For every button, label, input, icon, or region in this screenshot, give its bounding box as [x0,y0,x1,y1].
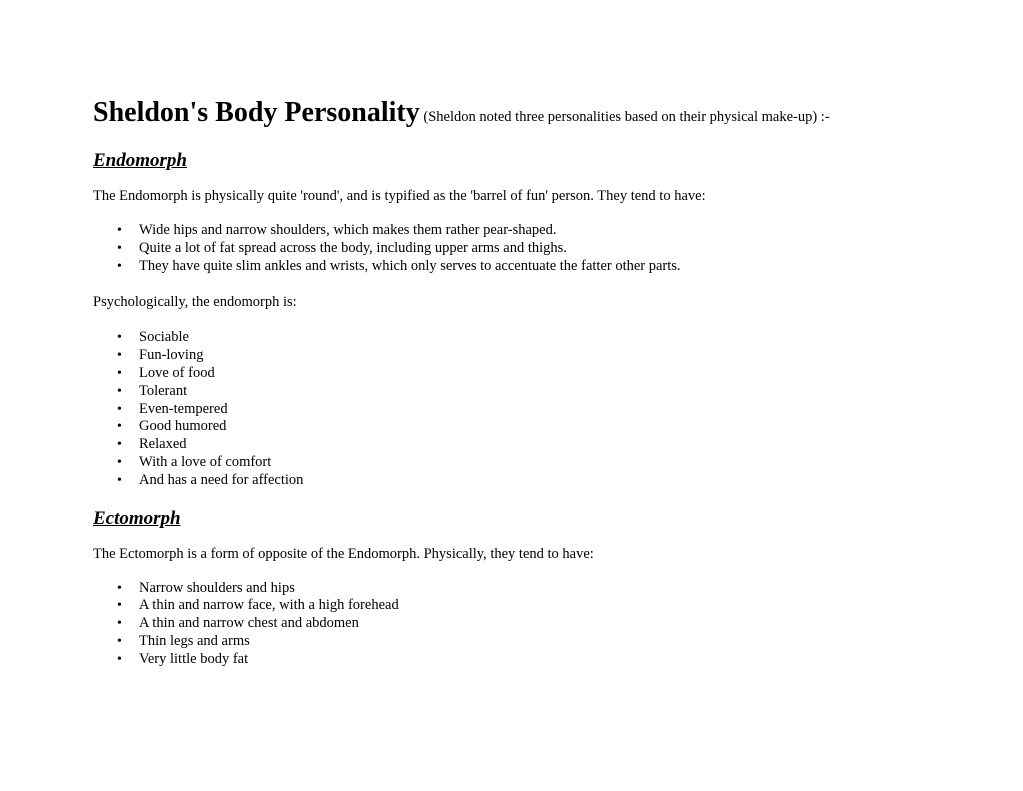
list-item: • Tolerant [139,383,993,401]
list-item: • A thin and narrow face, with a high forehead [139,597,993,615]
endomorph-intro: The Endomorph is physically quite 'round', and is typified as the 'barrel of fun' person. They tend to have: [93,188,706,204]
list-item: • Narrow shoulders and hips [139,580,993,598]
list-item: • Fun-loving [139,347,993,365]
list-item: • Thin legs and arms [139,633,993,651]
list-item: • Even-tempered [139,401,993,419]
ectomorph-intro: The Ectomorph is a form of opposite of the Endomorph. Physically, they tend to have: [93,545,594,562]
document-title [93,92,993,135]
document-page [93,92,993,669]
endomorph-physical-list [93,222,993,275]
list-item: • With a love of comfort [139,454,993,472]
list-item: • Quite a lot of fat spread across the body, including upper arms and thighs. [139,240,993,258]
endomorph-psych-intro: Psychologically, the endomorph is: [93,294,297,311]
ectomorph-physical-list [93,580,993,669]
list-item: • They have quite slim ankles and wrists, which only serves to accentuate the fatter other parts. [139,258,993,276]
title-note: (Sheldon noted three personalities based on their physical make-up) :- [419,109,830,125]
list-item: • Very little body fat [139,651,993,669]
list-item: • Relaxed [139,436,993,454]
list-item: • Wide hips and narrow shoulders, which makes them rather pear-shaped. [139,222,993,240]
endomorph-heading: Endomorph [93,150,187,171]
ectomorph-heading: Ectomorph [93,507,181,529]
endomorph-psychological-list [93,329,993,489]
list-item: • Sociable [139,329,993,347]
list-item: • Love of food [139,365,993,383]
list-item: • Good humored [139,418,993,436]
list-item: • And has a need for affection [139,472,993,490]
title-main: Sheldon's Body Personality [93,97,420,128]
list-item: • A thin and narrow chest and abdomen [139,615,993,633]
